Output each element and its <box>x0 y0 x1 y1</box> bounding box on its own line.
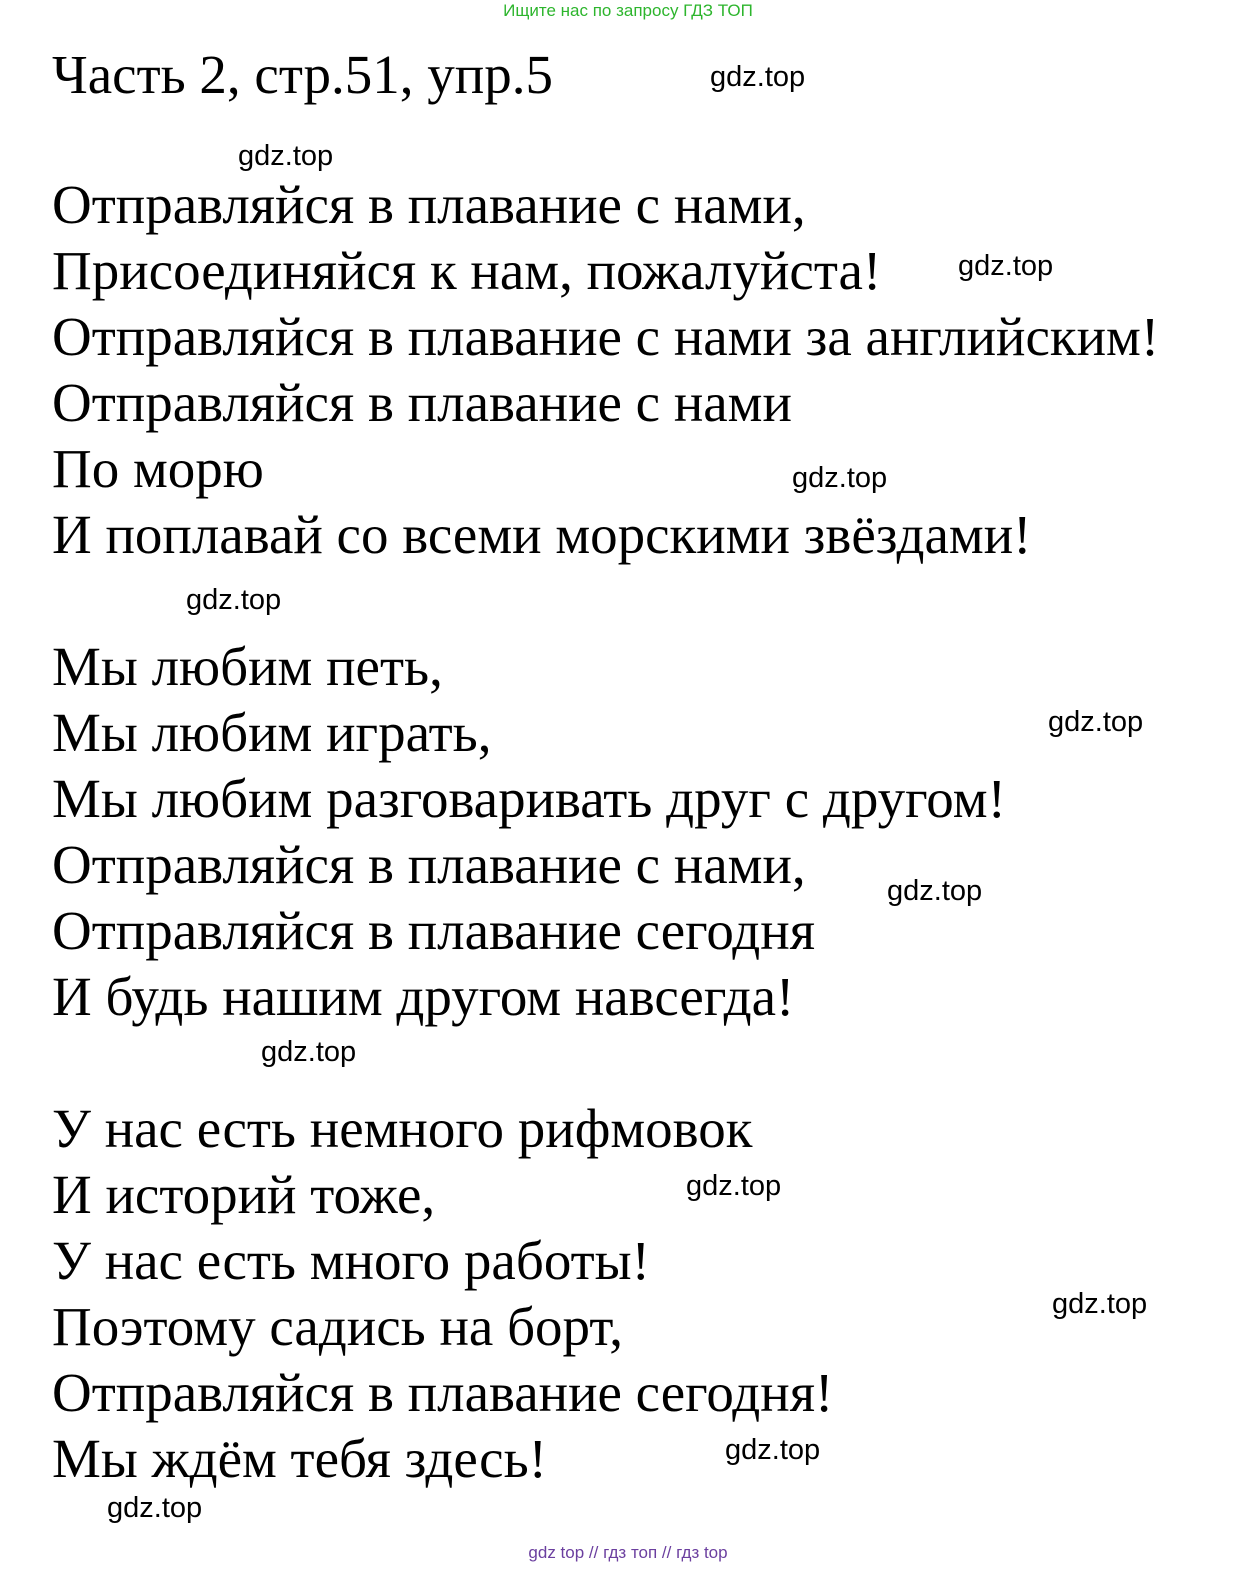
poem-line: Мы любим разговаривать друг с другом! <box>52 768 1006 829</box>
poem-line: Мы любим петь, <box>52 636 443 697</box>
poem-line: Отправляйся в плавание с нами, <box>52 834 806 895</box>
watermark: gdz.top <box>238 140 334 172</box>
poem-line: У нас есть много работы! <box>52 1230 650 1291</box>
poem-line: Отправляйся в плавание с нами <box>52 372 792 433</box>
watermark: gdz.top <box>725 1434 821 1466</box>
poem-line: Отправляйся в плавание с нами за английским! <box>52 306 1160 367</box>
watermark: gdz.top <box>1048 706 1144 738</box>
top-banner: Ищите нас по запросу ГДЗ ТОП <box>503 1 753 20</box>
poem-line: По морю <box>52 438 264 499</box>
watermark: gdz.top <box>186 584 282 616</box>
watermark: gdz.top <box>792 462 888 494</box>
poem-line: У нас есть немного рифмовок <box>52 1098 753 1159</box>
watermark: gdz.top <box>710 61 806 93</box>
poem-line: Мы любим играть, <box>52 702 492 763</box>
poem-line: Присоединяйся к нам, пожалуйста! <box>52 240 882 301</box>
watermark: gdz.top <box>107 1492 203 1524</box>
poem-line: Отправляйся в плавание сегодня! <box>52 1362 834 1423</box>
poem-line: И историй тоже, <box>52 1164 436 1225</box>
poem-line: Мы ждём тебя здесь! <box>52 1428 547 1489</box>
watermark: gdz.top <box>887 875 983 907</box>
watermark: gdz.top <box>1052 1288 1148 1320</box>
watermark: gdz.top <box>686 1170 782 1202</box>
page-title: Часть 2, стр.51, упр.5 <box>52 44 553 105</box>
watermark: gdz.top <box>958 250 1054 282</box>
poem-line: Отправляйся в плавание сегодня <box>52 900 815 961</box>
poem-line: И поплавай со всеми морскими звёздами! <box>52 504 1032 565</box>
poem-line: И будь нашим другом навсегда! <box>52 966 795 1027</box>
poem-line: Отправляйся в плавание с нами, <box>52 174 806 235</box>
footer-links: gdz top // гдз топ // гдз top <box>528 1543 728 1562</box>
poem-line: Поэтому садись на борт, <box>52 1296 623 1357</box>
watermark: gdz.top <box>261 1036 357 1068</box>
